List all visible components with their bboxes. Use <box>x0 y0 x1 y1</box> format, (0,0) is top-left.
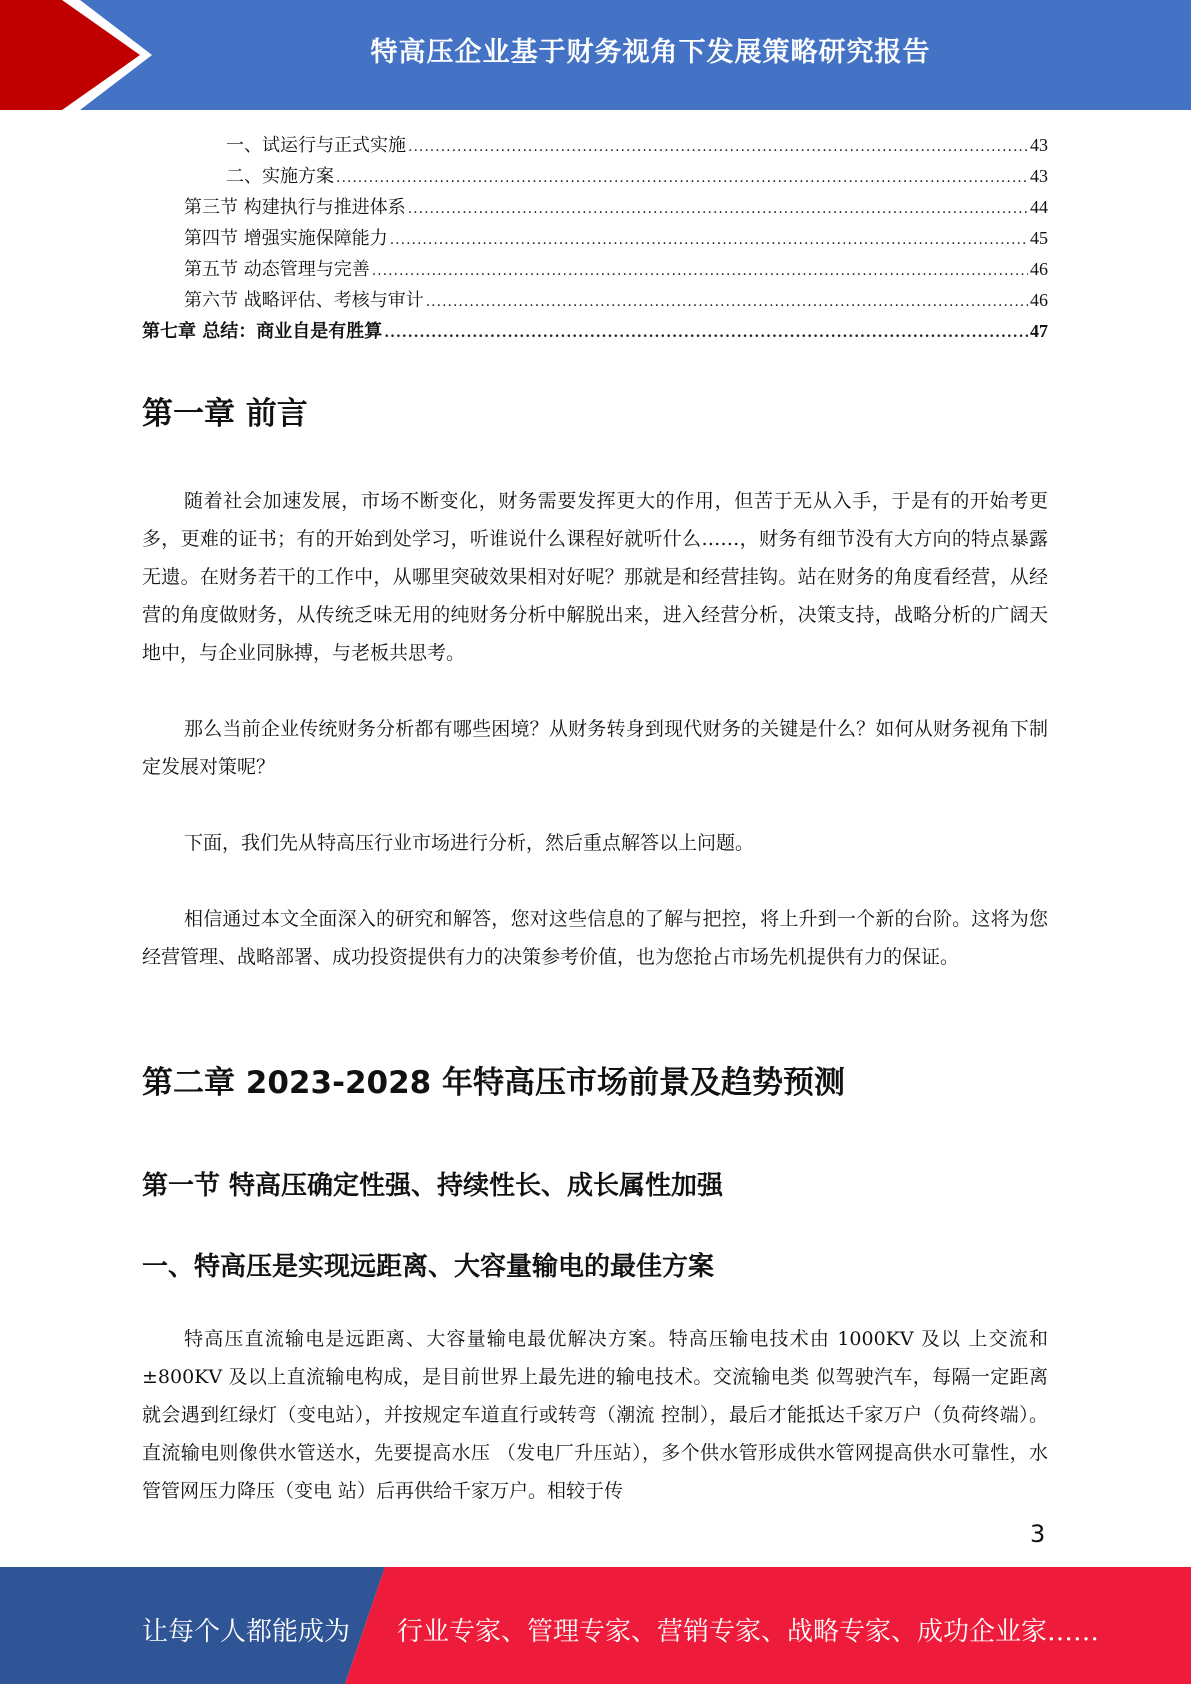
toc-entry-page: 44 <box>1030 197 1048 217</box>
toc-entry[interactable] <box>142 316 1048 347</box>
page-footer <box>0 1567 1191 1684</box>
toc-entry-label: 第五节 动态管理与完善 <box>184 259 370 280</box>
toc-entry-label: 第六节 战略评估、考核与审计 <box>184 290 424 311</box>
footer-slogan-left: 让每个人都能成为 <box>142 1617 351 1647</box>
toc-entry[interactable] <box>142 223 1048 254</box>
toc-entry-label: 第三节 构建执行与推进体系 <box>184 197 406 218</box>
toc-leader-dots <box>408 194 1028 225</box>
page-number: 3 <box>1030 1520 1046 1548</box>
toc-entry-label: 第四节 增强实施保障能力 <box>184 228 388 249</box>
toc-leader-dots <box>390 225 1028 256</box>
footer-slogan-right: 行业专家、管理专家、营销专家、战略专家、成功企业家…… <box>397 1617 1100 1647</box>
subsection-title: 一、特高压是实现远距离、大容量输电的最佳方案 <box>142 1252 715 1282</box>
toc-entry-label: 第七章 总结：商业自是有胜算 <box>142 321 383 342</box>
toc-leader-dots <box>336 163 1028 194</box>
chapter-2-title: 第二章 2023-2028 年特高压市场前景及趋势预测 <box>142 1065 846 1101</box>
chapter-1-paragraph: 那么当前企业传统财务分析都有哪些困境？从财务转身到现代财务的关键是什么？如何从财务视角下制定发展对策呢？ <box>142 718 1048 778</box>
toc-leader-dots <box>372 256 1028 287</box>
toc-entry-page: 47 <box>1030 321 1048 341</box>
toc-entry[interactable] <box>142 130 1048 161</box>
toc-entry[interactable] <box>142 285 1048 316</box>
toc-entry-page: 45 <box>1030 228 1048 248</box>
table-of-contents <box>142 130 1048 347</box>
toc-entry[interactable] <box>142 161 1048 192</box>
toc-leader-dots <box>384 318 1028 349</box>
toc-entry-label: 一、试运行与正式实施 <box>226 135 406 156</box>
toc-entry-page: 43 <box>1030 135 1048 155</box>
toc-leader-dots <box>408 132 1028 163</box>
chapter-1-paragraph: 下面，我们先从特高压行业市场进行分析，然后重点解答以上问题。 <box>184 832 755 854</box>
chapter-2-paragraph: 特高压直流输电是远距离、大容量输电最优解决方案。特高压输电技术由 1000KV 及以 上交流和±800KV 及以上直流输电构成，是目前世界上最先进的输电技术。交流输电类 似驾驶汽车，每隔一定距离就会遇到红绿灯（变电站），并按规定车道直行或转弯（潮流 控制），最后才能抵达千家万户（负荷终端）。直流输电则像供水管送水，先要提高水压 （发电厂升压站），多个供水管形成供水管网提高供水可靠性，水管管网压力降压（变电 站）后再供给千家万户。相较于传 <box>142 1328 1048 1502</box>
toc-entry-page: 46 <box>1030 259 1048 279</box>
page-header <box>0 0 1191 110</box>
toc-entry[interactable] <box>142 192 1048 223</box>
header-title: 特高压企业基于财务视角下发展策略研究报告 <box>370 37 931 68</box>
toc-entry[interactable] <box>142 254 1048 285</box>
toc-leader-dots <box>426 287 1028 318</box>
toc-entry-page: 43 <box>1030 166 1048 186</box>
chapter-1-paragraph: 随着社会加速发展，市场不断变化，财务需要发挥更大的作用，但苦于无从入手，于是有的开始考更多，更难的证书；有的开始到处学习，听谁说什么课程好就听什么……，财务有细节没有大方向的特点暴露无遗。在财务若干的工作中，从哪里突破效果相对好呢？那就是和经营挂钩。站在财务的角度看经营，从经营的角度做财务，从传统乏味无用的纯财务分析中解脱出来，进入经营分析，决策支持，战略分析的广阔天地中，与企业同脉搏，与老板共思考。 <box>142 490 1048 664</box>
chapter-1-paragraph: 相信通过本文全面深入的研究和解答，您对这些信息的了解与把控，将上升到一个新的台阶。这将为您经营管理、战略部署、成功投资提供有力的决策参考价值，也为您抢占市场先机提供有力的保证。 <box>142 908 1048 968</box>
section-title: 第一节 特高压确定性强、持续性长、成长属性加强 <box>142 1171 724 1201</box>
toc-entry-page: 46 <box>1030 290 1048 310</box>
chapter-1-title: 第一章 前言 <box>142 396 308 432</box>
toc-entry-label: 二、实施方案 <box>226 166 334 187</box>
